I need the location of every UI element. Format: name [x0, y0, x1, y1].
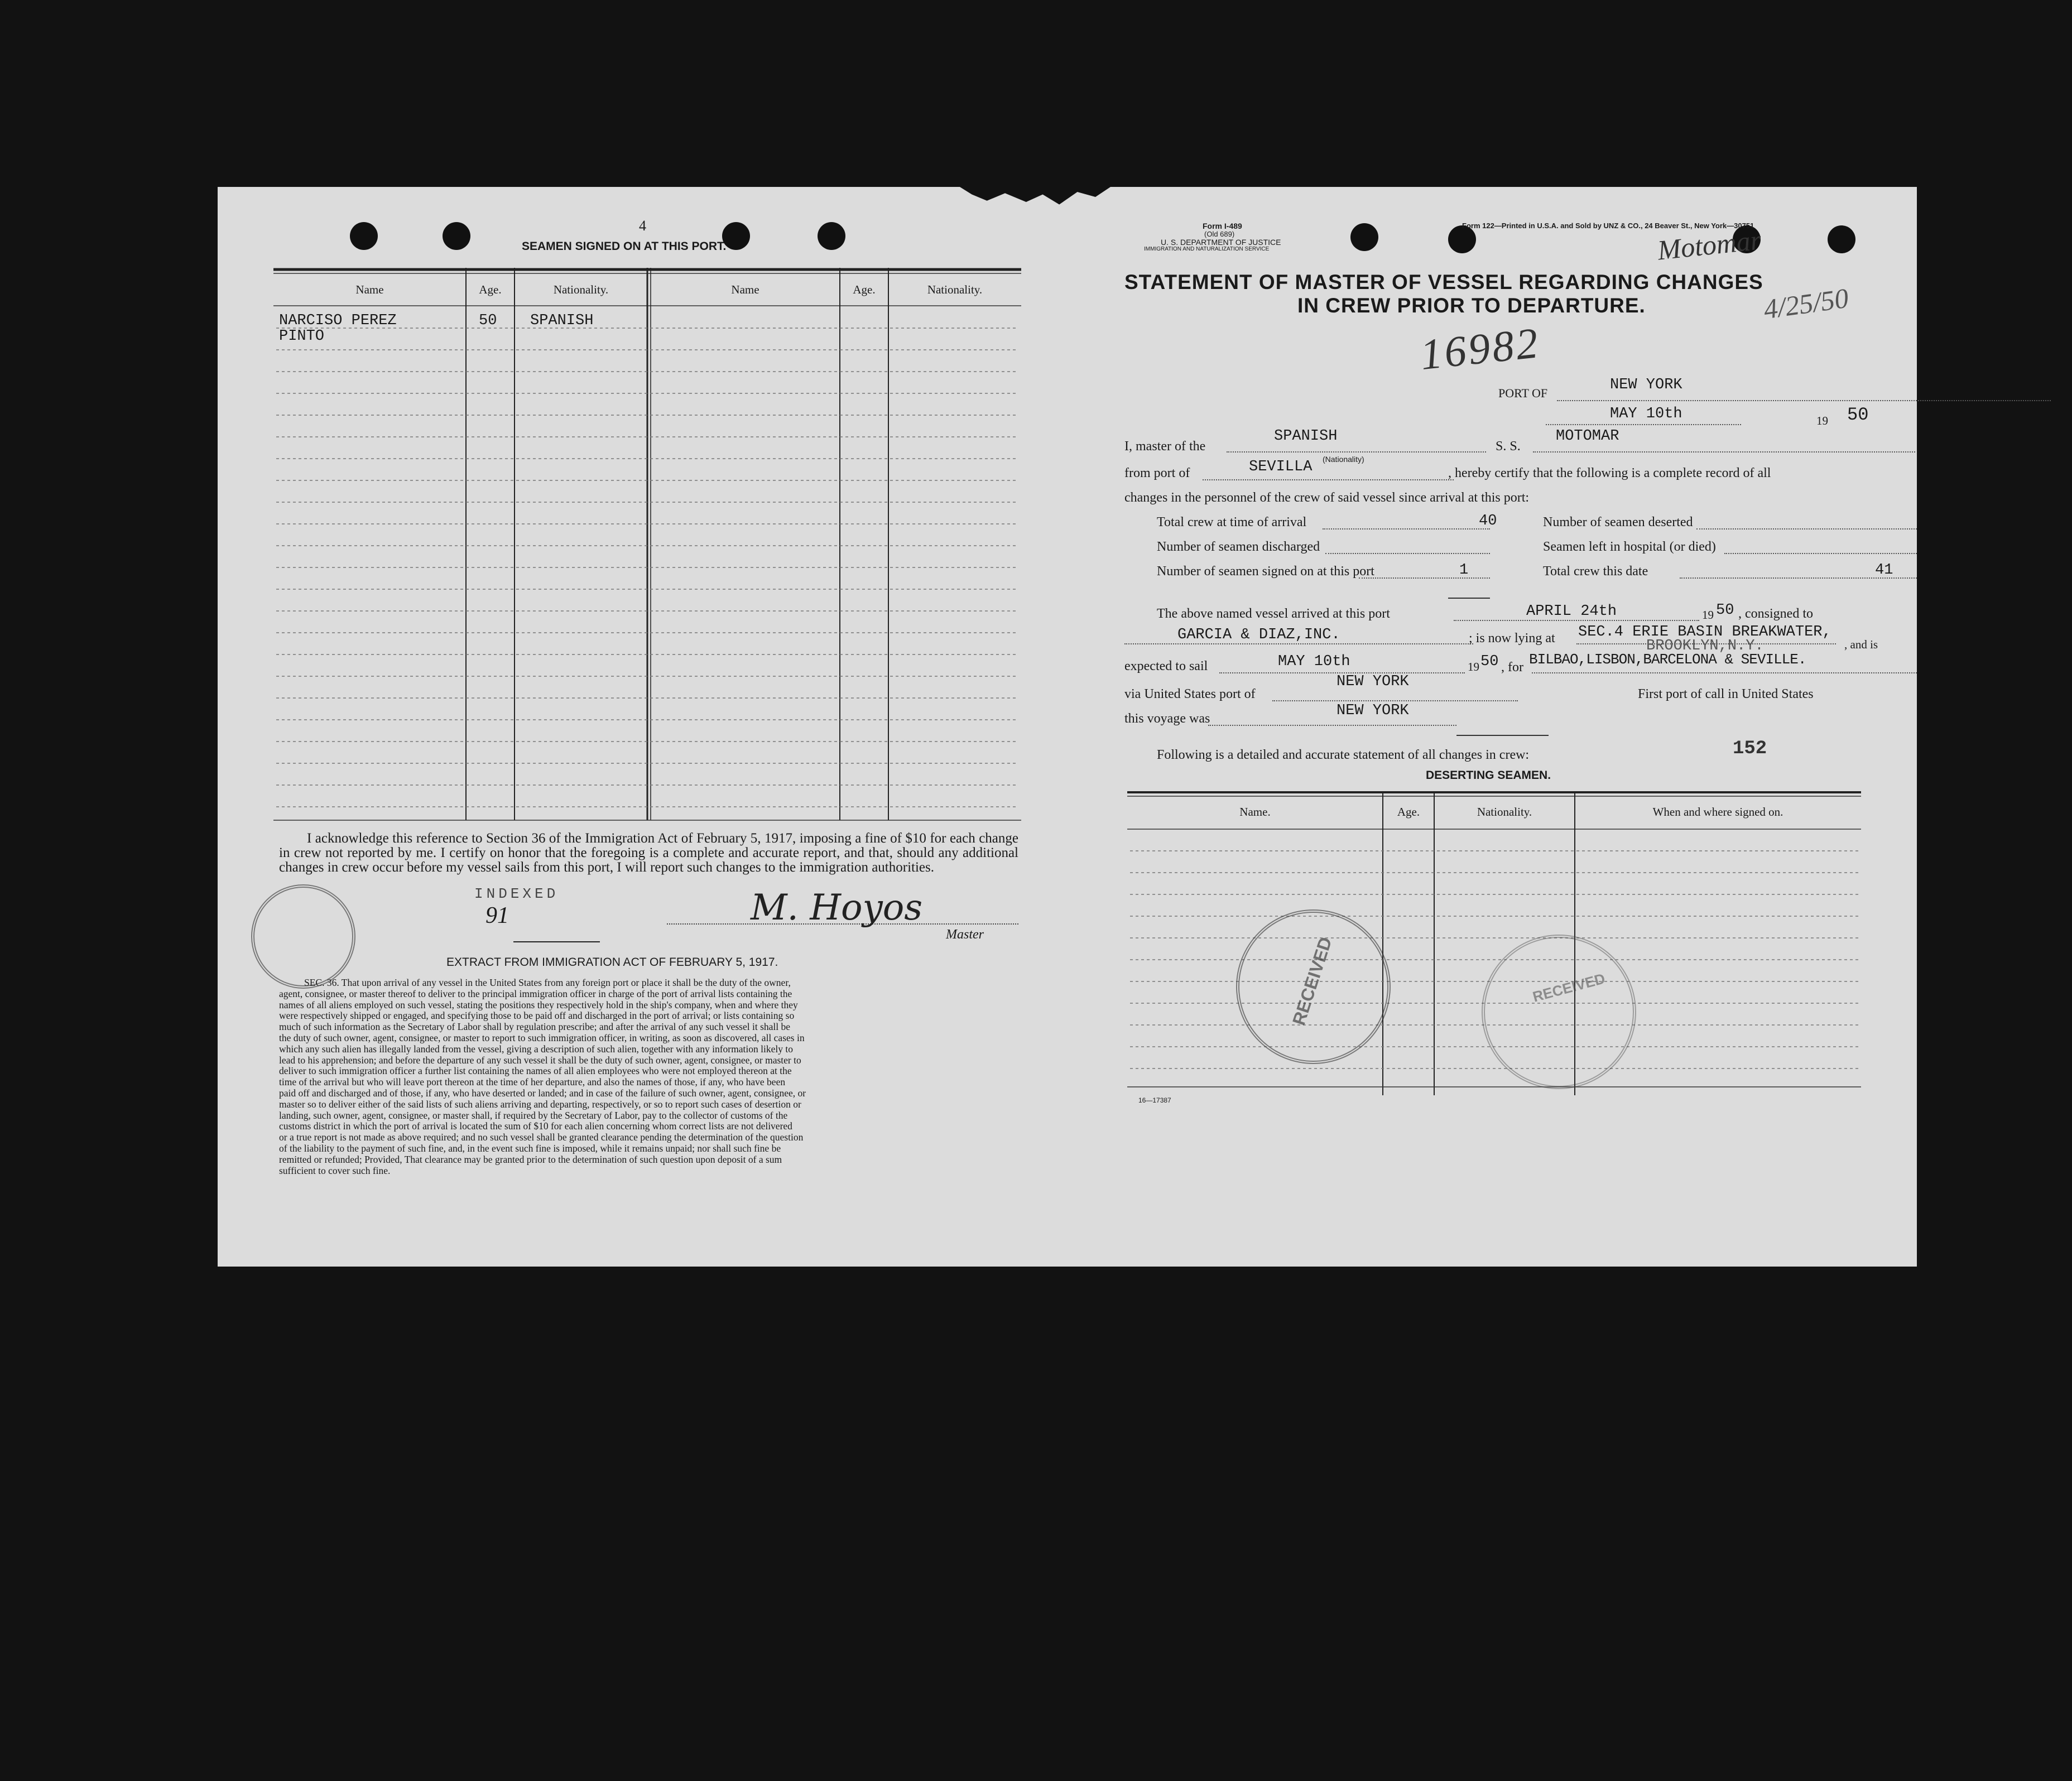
hospital-label: Seamen left in hospital (or died): [1543, 540, 1716, 554]
date-line: [1546, 424, 1741, 425]
sec36-text: [279, 978, 1027, 1176]
entry-nationality: SPANISH: [530, 312, 594, 329]
entry-age: 50: [479, 312, 497, 329]
signed-on-rule: [1448, 598, 1490, 599]
footer-code: 16—17387: [1138, 1096, 1171, 1104]
punch-hole: [1350, 223, 1378, 251]
sec36-line: of the liability to the payment of such fine, and, in the event such fine is imposed, while it remains unpaid; nor shall such fine be: [279, 1142, 781, 1154]
page-number: 4: [639, 218, 646, 234]
entry-name: NARCISO PEREZ: [279, 312, 397, 329]
signature: M. Hoyos: [751, 887, 923, 928]
sec36-line: were respectively shipped or engaged, and specifying those to be paid off and discharged in the port of arrival; or lists containing so: [279, 1010, 795, 1022]
and-is-label: , and is: [1844, 638, 1878, 651]
sec36-line: master so to deliver either of the said lists of such aliens arriving and departing, respectively, or so to report such cases of desertion or: [279, 1098, 801, 1110]
consignee-line: [1124, 643, 1473, 644]
lying-value-line1: SEC.4 ERIE BASIN BREAKWATER,: [1578, 624, 1831, 641]
column-header-age: Age.: [1397, 805, 1420, 819]
vessel-name: MOTOMAR: [1556, 428, 1619, 445]
consignee: GARCIA & DIAZ,INC.: [1177, 627, 1340, 643]
arrived-line: [1454, 620, 1699, 621]
stamp-number: 152: [1733, 738, 1767, 759]
port-line: [1557, 400, 2051, 401]
arrived-value: APRIL 24th: [1526, 603, 1617, 620]
year-value: 50: [1847, 405, 1869, 425]
signed-on-label: Number of seamen signed on at this port: [1157, 564, 1374, 579]
voyage-value: NEW YORK: [1337, 702, 1409, 719]
punch-hole: [443, 222, 470, 250]
following-label: Following is a detailed and accurate statement of all changes in crew:: [1157, 748, 1530, 762]
extract-title: EXTRACT FROM IMMIGRATION ACT OF FEBRUARY 5, 1917.: [446, 956, 778, 969]
column-header-age: Age.: [853, 283, 876, 296]
column-header-nationality: Nationality.: [927, 283, 983, 296]
punch-hole: [350, 222, 378, 250]
arrived-year-prefix: 19: [1702, 608, 1714, 622]
sec36-line: landing, such owner, agent, consignee, or master shall, if required by the Secretary of Labor, pay to the collector of customs of the: [279, 1109, 788, 1121]
deserting-title: DESERTING SEAMEN.: [1426, 769, 1551, 782]
discharged-label: Number of seamen discharged: [1157, 540, 1320, 554]
form-title-line2: IN CREW PRIOR TO DEPARTURE.: [1297, 294, 1646, 317]
received-stamp-text: RECEIVED: [1531, 970, 1607, 1005]
first-port-label: First port of call in United States: [1638, 687, 1814, 701]
received-stamp: [251, 884, 355, 989]
destination: BILBAO,LISBON,BARCELONA & SEVILLE.: [1529, 651, 1806, 668]
sec36-line: agent, consignee, or master thereof to deliver to the principal immigration officer in charge of the port of arrival lists containing the: [279, 988, 792, 999]
sec36-line: remitted or refunded; Provided, That clearance may be granted prior to the determination of such question upon deposit of a sum: [279, 1153, 782, 1165]
sec36-line: time of the arrival but who will leave port thereon at the time of her departure, and also the names of those, if any, who have been: [279, 1076, 786, 1088]
total-crew-date-value: 41: [1875, 562, 1893, 579]
punch-hole: [818, 222, 845, 250]
sec36-line: lead to his apprehension; and before the departure of any such vessel it shall be the duty of such owner, agent, consignee, or master to: [279, 1054, 801, 1066]
form-old: (Old 689): [1204, 230, 1235, 238]
total-crew-arrival-value: 40: [1479, 513, 1497, 530]
entry-name-line2: PINTO: [279, 328, 325, 345]
voyage-line: [1208, 725, 1456, 726]
form-title-line1: STATEMENT OF MASTER OF VESSEL REGARDING CHANGES: [1124, 271, 1763, 293]
left-page-title: SEAMEN SIGNED ON AT THIS PORT.: [522, 240, 727, 253]
certify-text: , hereby certify that the following is a complete record of all: [1448, 466, 1771, 480]
via-label: via United States port of: [1124, 687, 1256, 701]
discharged-line: [1325, 553, 1490, 554]
punch-hole: [1828, 225, 1855, 253]
divider: [513, 941, 600, 942]
ss-label: S. S.: [1496, 439, 1521, 454]
voyage-label: this voyage was: [1124, 711, 1210, 726]
sail-date: MAY 10th: [1278, 653, 1350, 670]
handwritten-date: 4/25/50: [1761, 282, 1850, 325]
deserted-label: Number of seamen deserted: [1543, 515, 1693, 530]
from-port-line: [1203, 479, 1454, 480]
for-label: , for: [1501, 660, 1523, 675]
service: IMMIGRATION AND NATURALIZATION SERVICE: [1144, 246, 1270, 252]
total-crew-arrival-label: Total crew at time of arrival: [1157, 515, 1307, 530]
column-header-name: Name: [355, 283, 384, 296]
column-header-name: Name: [731, 283, 759, 296]
hospital-line: [1724, 553, 1917, 554]
arrived-label: The above named vessel arrived at this port: [1157, 606, 1390, 621]
punch-hole: [722, 222, 750, 250]
destination-line: [1532, 672, 1917, 673]
signed-on-value: 1: [1459, 562, 1469, 579]
sec36-line: which any such alien has illegally landed from the vessel, giving a description of such alien, together with any information likely to: [279, 1043, 793, 1055]
sec36-line: the duty of such owner, agent, consignee, or master to report to such immigration officer, in writing, as soon as discovered, all cases in: [279, 1032, 805, 1043]
sec36-line: names of all aliens employed on such vessel, stating the positions they respectively hold in the ship's company, when and where they: [279, 999, 798, 1010]
nationality-value: SPANISH: [1274, 428, 1338, 445]
deserted-line: [1696, 528, 1917, 530]
sec36-line: paid off and discharged and of those, if any, who have deserted or landed; and in case of the failure of such owner, agent, consignee, or: [279, 1087, 806, 1099]
date-value: MAY 10th: [1610, 406, 1682, 422]
consigned-label: , consigned to: [1738, 606, 1813, 621]
nationality-caption: (Nationality): [1323, 455, 1364, 464]
sail-year-prefix: 19: [1468, 660, 1479, 673]
torn-edge: [960, 187, 1110, 212]
signed-on-line: [1359, 577, 1490, 579]
document-sheet: [218, 187, 1917, 1267]
port-value: NEW YORK: [1610, 377, 1682, 393]
acknowledgement-text: I acknowledge this reference to Section 36 of the Immigration Act of February 5, 1917, imposing a fine of $10 for each change in crew not reported by me. I certify on honor that the foregoing is a complete and accurate report, and that, should any additional changes in crew occur before my vessel sails from this port, I will report such changes to the immigration authorities.: [279, 831, 1018, 875]
master-of-label: I, master of the: [1124, 439, 1206, 454]
voyage-rule: [1456, 735, 1549, 736]
form-id: Form I-489: [1203, 222, 1242, 230]
file-number: 16982: [1417, 318, 1542, 379]
via-line: [1272, 700, 1518, 701]
expected-label: expected to sail: [1124, 659, 1208, 673]
lying-label: ; is now lying at: [1469, 631, 1555, 646]
column-header-nationality: Nationality.: [1477, 805, 1532, 819]
sec36-line: sufficient to cover such fine.: [279, 1164, 391, 1176]
from-port-value: SEVILLA: [1249, 459, 1313, 475]
sec36-line: much of such information as the Secretary of Labor shall by regulation prescribe; and after the arrival of any such vessel it shall be: [279, 1021, 791, 1033]
column-header-name: Name.: [1239, 805, 1271, 819]
total-crew-date-label: Total crew this date: [1543, 564, 1648, 579]
handwritten-number: 91: [485, 903, 509, 928]
sec36-line: or a true report is not made as above required; and no such vessel shall be granted clearance pending the determination of the question: [279, 1132, 804, 1143]
vessel-line: [1533, 451, 1915, 453]
sec36-line: SEC. 36. That upon arrival of any vessel in the United States from any foreign port or place it shall be the duty of the owner,: [304, 977, 791, 988]
total-crew-arrival-line: [1323, 528, 1490, 530]
sec36-line: deliver to such immigration officer a further list containing the names of all alien employees who were not employed thereon at the: [279, 1065, 792, 1077]
printer-note: Form 122—Printed in U.S.A. and Sold by UNZ & CO., 24 Beaver St., New York—30751: [1462, 222, 1754, 230]
port-label: PORT OF: [1498, 386, 1548, 400]
arrived-year: 50: [1716, 602, 1734, 619]
sail-year: 50: [1480, 653, 1499, 670]
department: U. S. DEPARTMENT OF JUSTICE: [1161, 238, 1281, 247]
column-header-when-where: When and where signed on.: [1652, 805, 1783, 819]
master-label: Master: [946, 927, 984, 942]
nationality-line: [1227, 451, 1486, 453]
handwritten-vessel: Motomar: [1656, 224, 1763, 266]
lying-value-line2: BROOKLYN,N.Y.: [1646, 638, 1764, 654]
column-header-nationality: Nationality.: [553, 283, 609, 296]
column-header-age: Age.: [479, 283, 502, 296]
table-grid: [273, 268, 1021, 826]
from-port-label: from port of: [1124, 466, 1190, 480]
indexed-stamp: INDEXED: [474, 885, 559, 902]
received-stamp: [1482, 935, 1636, 1089]
changes-text: changes in the personnel of the crew of said vessel since arrival at this port:: [1124, 490, 1530, 505]
seamen-signed-on-table: [273, 268, 1021, 826]
sec36-line: customs district in which the port of arrival is located the sum of $10 for each alien concerning whom correct lists are not delivered: [279, 1120, 792, 1132]
year-prefix: 19: [1816, 414, 1828, 427]
received-stamp-text: RECEIVED: [1288, 934, 1336, 1028]
via-value: NEW YORK: [1337, 673, 1409, 690]
